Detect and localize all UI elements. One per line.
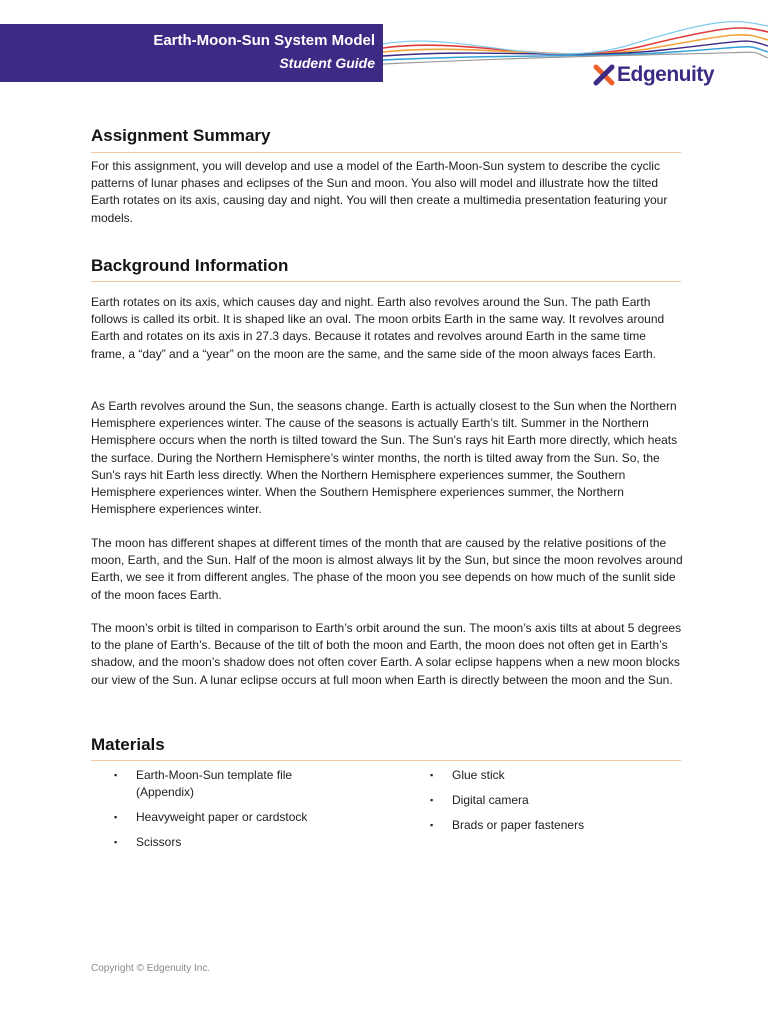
edgenuity-logo <box>593 60 714 90</box>
materials-list-left <box>91 767 381 859</box>
bullet-icon: ▪ <box>114 770 118 780</box>
section-divider <box>91 152 681 153</box>
background-paragraph-4: The moon’s orbit is tilted in comparison to Earth’s orbit around the sun. The moon’s axis tilts at about 5 degrees to the plane of Earth’s. Because of the tilt of both the moon and Earth, the moon does not often get in Earth’s shadow, and the moon’s shadow does not often cover Earth. A solar eclipse happens when a new moon blocks our view of the Sun. A lunar eclipse occurs at full moon when Earth is directly between the moon and the Sun. <box>91 621 682 687</box>
copyright-footer: Copyright © Edgenuity Inc. <box>91 963 211 974</box>
material-label: Digital camera <box>452 793 529 807</box>
document-title: Earth-Moon-Sun System Model <box>153 32 375 49</box>
materials-heading: Materials <box>91 735 165 754</box>
bullet-icon: ▪ <box>430 820 434 830</box>
materials-list-right <box>407 767 687 842</box>
bullet-icon: ▪ <box>114 837 118 847</box>
material-label: Brads or paper fasteners <box>452 818 585 832</box>
list-item <box>407 767 687 784</box>
background-paragraph-3: The moon has different shapes at different times of the month that are caused by the relative positions of the moon, Earth, and the Sun. Half of the moon is almost always lit by the Sun, but since the moon revolves around Earth, we see it from different angles. The phase of the moon you see depends on how much of the sunlit side of the moon faces Earth. <box>91 536 683 602</box>
list-item <box>91 767 381 801</box>
section-divider <box>91 760 681 761</box>
background-information-heading: Background Information <box>91 256 289 275</box>
list-item <box>407 792 687 809</box>
list-item <box>91 834 381 851</box>
material-label: Scissors <box>136 835 182 849</box>
bullet-icon: ▪ <box>430 795 434 805</box>
summary-paragraph: For this assignment, you will develop and use a model of the Earth-Moon-Sun system to describe the cyclic patterns of lunar phases and eclipses of the Sun and moon. You also will model and illustrate how the tilted Earth rotates on its axis, causing day and night. You will then create a multimedia presentation featuring your models. <box>91 159 668 225</box>
header-band <box>0 24 383 82</box>
logo-wordmark: Edgenuity <box>617 63 715 86</box>
section-divider <box>91 281 681 282</box>
list-item <box>407 817 687 834</box>
material-label: Glue stick <box>452 768 505 782</box>
background-paragraph-1: Earth rotates on its axis, which causes day and night. Earth also revolves around the Sun. The path Earth follows is called its orbit. It is shaped like an oval. The moon orbits Earth in the same way. It revolves around Earth and rotates on its axis in 27.3 days. Because it rotates and revolves around Earth in the same time frame, a “day” and a “year” on the moon are the same, and the same side of the moon always faces Earth. <box>91 295 665 361</box>
edgenuity-x-icon <box>593 64 615 86</box>
list-item <box>91 809 381 826</box>
assignment-summary-heading: Assignment Summary <box>91 126 271 145</box>
material-label: Earth-Moon-Sun template file (Appendix) <box>136 768 293 799</box>
document-subtitle: Student Guide <box>279 55 375 71</box>
bullet-icon: ▪ <box>430 770 434 780</box>
background-paragraph-2: As Earth revolves around the Sun, the seasons change. Earth is actually closest to the Sun when the Northern Hemisphere experiences winter. The cause of the seasons is actually Earth’s tilt. Summer in the Northern Hemisphere occurs when the north is tilted toward the Sun. The Sun's rays hit Earth more directly, which heats the surface. During the Northern Hemisphere’s winter months, the north is tilted away from the Sun. So, the Sun's rays hit Earth less directly. When the Northern Hemisphere experiences summer, the Southern Hemisphere experiences winter. When the Southern Hemisphere experiences summer, the Northern Hemisphere experiences winter. <box>91 399 678 517</box>
bullet-icon: ▪ <box>114 812 118 822</box>
material-label: Heavyweight paper or cardstock <box>136 810 308 824</box>
